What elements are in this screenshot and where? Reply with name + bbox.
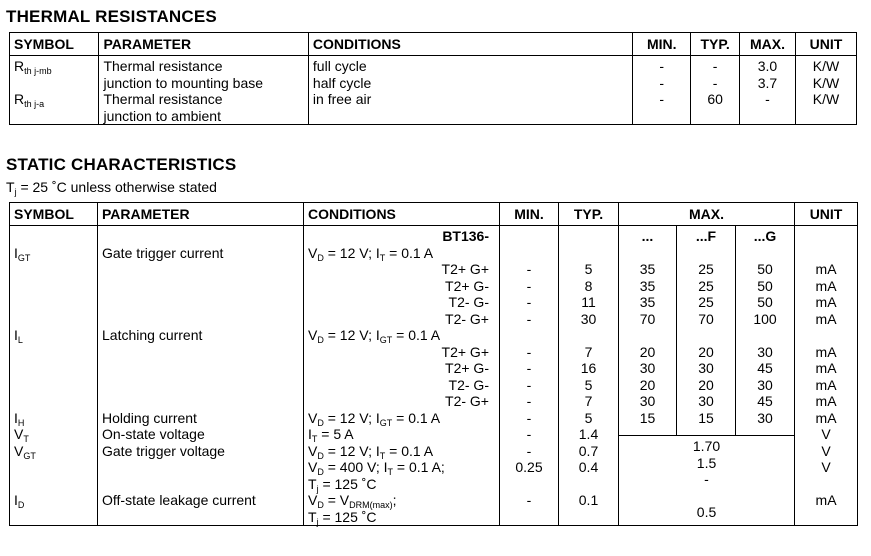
thermal-typ-cell [691, 56, 740, 125]
static-section-title: STATIC CHARACTERISTICS [6, 155, 237, 174]
static-min-cell [500, 226, 559, 526]
max-value: 50 [757, 277, 773, 294]
header-min: MIN. [633, 33, 691, 56]
parameter-gate-trigger-voltage: Gate trigger voltage [102, 442, 225, 459]
max-value: 45 [757, 393, 773, 409]
max-variant-2-cell [677, 226, 736, 436]
header-typ: TYP. [559, 203, 619, 226]
unit-value: mA [815, 261, 837, 277]
unit-value: mA [815, 343, 837, 360]
unit-value: mA [815, 393, 837, 409]
parameter-off-state-leakage-current: Off-state leakage current [102, 492, 256, 508]
condition-vt: $I_T = 5$ A [308, 426, 354, 444]
max-value: 15 [639, 409, 656, 426]
min-value: - [526, 277, 532, 294]
max-value: 3.0 [757, 58, 778, 74]
unit-value: mA [815, 310, 837, 327]
min-value: - [659, 74, 665, 91]
unit-value: V [821, 442, 831, 459]
min-value: - [526, 409, 532, 426]
thermal-header-row [10, 33, 857, 56]
parameter-text: Thermal resistance [103, 91, 223, 107]
static-characteristics-table [9, 202, 858, 526]
max-value: 50 [757, 294, 773, 310]
max-value: 30 [639, 360, 656, 376]
max-value: 100 [753, 310, 777, 327]
symbol-il: $I_L$ [14, 327, 23, 345]
max-value: 35 [639, 294, 656, 310]
min-value: - [526, 393, 532, 409]
header-symbol: SYMBOL [10, 203, 98, 226]
parameter-text: junction to mounting base [103, 74, 264, 91]
condition-il: $V_D = 12$ V; $I_{GT} = 0.1$ A [308, 327, 441, 345]
unit-value: mA [815, 492, 837, 508]
typ-value: 8 [584, 277, 593, 294]
typ-value: 7 [584, 343, 593, 360]
parameter-text: junction to ambient [103, 107, 221, 124]
parameter-text: Thermal resistance [103, 58, 223, 74]
typ-value: 1.4 [578, 426, 599, 442]
parameter-on-state-voltage: On-state voltage [102, 426, 205, 442]
quadrant-label: T2- G+ [445, 393, 489, 409]
condition-id-2: $T_j = 125$ ˚C [308, 508, 377, 527]
min-value: - [526, 261, 532, 277]
max-value: 30 [757, 376, 773, 393]
max-value: 30 [698, 393, 714, 409]
condition-text: half cycle [312, 74, 372, 91]
typ-value: 5 [584, 261, 593, 277]
unit-value: K/W [812, 58, 840, 74]
symbol-ih: $I_H$ [14, 409, 25, 428]
min-value: - [526, 492, 532, 508]
unit-value: mA [815, 360, 837, 376]
static-header-row [10, 203, 858, 226]
typ-value: - [712, 74, 718, 91]
temperature-note: $T_j = 25$ ˚C unless otherwise stated [6, 179, 217, 197]
max-value: 20 [639, 376, 656, 393]
unit-value: K/W [812, 91, 840, 107]
max-value: 25 [698, 294, 714, 310]
parameter-gate-trigger-current: Gate trigger current [102, 244, 224, 261]
max-value: 30 [757, 409, 773, 426]
unit-value: mA [815, 277, 837, 294]
min-value: - [526, 376, 532, 393]
static-conditions-cell [304, 226, 500, 526]
condition-text: in free air [312, 91, 372, 107]
condition-vgt-3: $T_j = 125$ ˚C [308, 475, 377, 494]
typ-value: - [712, 58, 718, 74]
thermal-unit-cell [795, 56, 856, 125]
max-value: 25 [698, 277, 714, 294]
max-variant-3-cell [736, 226, 795, 436]
max-value: 35 [639, 277, 656, 294]
unit-value: mA [815, 409, 837, 426]
max-value: 20 [639, 343, 656, 360]
symbol-id: $I_D$ [14, 492, 25, 510]
typ-value: 11 [581, 294, 596, 310]
min-value: - [526, 294, 532, 310]
max-variant-1-cell [619, 226, 677, 436]
header-symbol: SYMBOL [10, 33, 99, 56]
header-conditions: CONDITIONS [304, 203, 500, 226]
max-value: 15 [698, 409, 714, 426]
static-symbol-cell [10, 226, 98, 526]
symbol-igt: $I_{GT}$ [14, 244, 31, 263]
header-max: MAX. [740, 33, 796, 56]
max-value: 70 [698, 310, 714, 327]
condition-igt: $V_D = 12$ V; $I_T = 0.1$ A [308, 244, 434, 263]
quadrant-label: T2- G- [448, 376, 489, 393]
static-body-row [10, 226, 858, 436]
min-value: - [526, 442, 532, 459]
header-max: MAX. [619, 203, 795, 226]
min-value: - [526, 426, 532, 442]
max-value: 45 [757, 360, 773, 376]
thermal-body-row [10, 56, 857, 125]
condition-id-1: $V_D = V_{DRM(max)}$; [308, 492, 397, 510]
typ-value: 0.4 [578, 459, 599, 475]
max-value: 25 [698, 261, 714, 277]
quadrant-label: T2- G- [448, 294, 489, 310]
max-value: 35 [639, 261, 656, 277]
min-value: - [659, 91, 665, 107]
static-parameter-cell [98, 226, 304, 526]
typ-value: 16 [580, 360, 597, 376]
thermal-resistance-table [9, 32, 857, 125]
max-value: 3.7 [757, 74, 778, 91]
typ-value: 5 [584, 409, 593, 426]
min-value: - [526, 343, 532, 360]
max-value: 30 [698, 360, 714, 376]
typ-value: 60 [707, 91, 723, 107]
variant-header: ...F [695, 228, 717, 244]
quadrant-label: T2- G+ [445, 310, 489, 327]
static-unit-cell [795, 226, 858, 526]
symbol-vt: $V_T$ [14, 426, 29, 444]
max-value: 1.5 [696, 454, 717, 471]
static-typ-cell [559, 226, 619, 526]
max-value: - [765, 91, 770, 107]
condition-ih: $V_D = 12$ V; $I_{GT} = 0.1$ A [308, 409, 441, 428]
max-value: - [704, 471, 709, 488]
variant-header: ...G [753, 228, 777, 244]
max-merged-cell [619, 436, 795, 526]
typ-value: 7 [584, 393, 593, 409]
typ-value: 0.7 [578, 442, 599, 459]
header-parameter: PARAMETER [98, 203, 304, 226]
symbol-vgt: $V_{GT}$ [14, 442, 36, 461]
min-value: - [526, 310, 532, 327]
thermal-parameter-cell [99, 56, 308, 125]
quadrant-label: T2+ G- [445, 360, 489, 376]
thermal-conditions-cell [308, 56, 632, 125]
thermal-min-cell [633, 56, 691, 125]
max-value: 0.5 [696, 504, 717, 521]
parameter-holding-current: Holding current [102, 409, 197, 426]
max-value: 30 [639, 393, 656, 409]
unit-value: V [821, 459, 831, 475]
header-parameter: PARAMETER [99, 33, 308, 56]
condition-text: full cycle [312, 58, 367, 74]
symbol-rth-ja: $R_{th j-a}$ [14, 90, 45, 109]
max-value: 30 [757, 343, 773, 360]
typ-value: 5 [584, 376, 593, 393]
max-value: 20 [698, 376, 714, 393]
header-typ: TYP. [691, 33, 740, 56]
condition-vgt-1: $V_D = 12$ V; $I_T = 0.1$ A [308, 442, 434, 461]
thermal-max-cell [740, 56, 796, 125]
header-unit: UNIT [795, 33, 856, 56]
quadrant-label: T2+ G+ [441, 343, 489, 360]
min-value: 0.25 [515, 459, 543, 475]
header-conditions: CONDITIONS [308, 33, 632, 56]
unit-value: K/W [812, 74, 840, 91]
typ-value: 0.1 [578, 492, 599, 508]
min-value: - [526, 360, 532, 376]
max-value: 1.70 [692, 438, 721, 455]
condition-vgt-2: $V_D = 400$ V; $I_T = 0.1$ A; [308, 459, 445, 477]
quadrant-label: T2+ G+ [441, 261, 489, 277]
variant-header: ... [641, 228, 654, 244]
symbol-rth-jmb: $R_{th j-mb}$ [14, 58, 52, 76]
unit-value: V [821, 426, 831, 442]
header-min: MIN. [500, 203, 559, 226]
max-value: 20 [698, 343, 714, 360]
header-unit: UNIT [795, 203, 858, 226]
variant-label: BT136- [442, 228, 489, 244]
thermal-symbol-cell [10, 56, 99, 125]
typ-value: 30 [580, 310, 597, 327]
thermal-section-title: THERMAL RESISTANCES [6, 7, 217, 26]
unit-value: mA [815, 294, 837, 310]
max-value: 50 [757, 261, 773, 277]
min-value: - [659, 58, 665, 74]
quadrant-label: T2+ G- [445, 277, 489, 294]
parameter-latching-current: Latching current [102, 327, 203, 343]
max-value: 70 [639, 310, 656, 327]
unit-value: mA [815, 376, 837, 393]
